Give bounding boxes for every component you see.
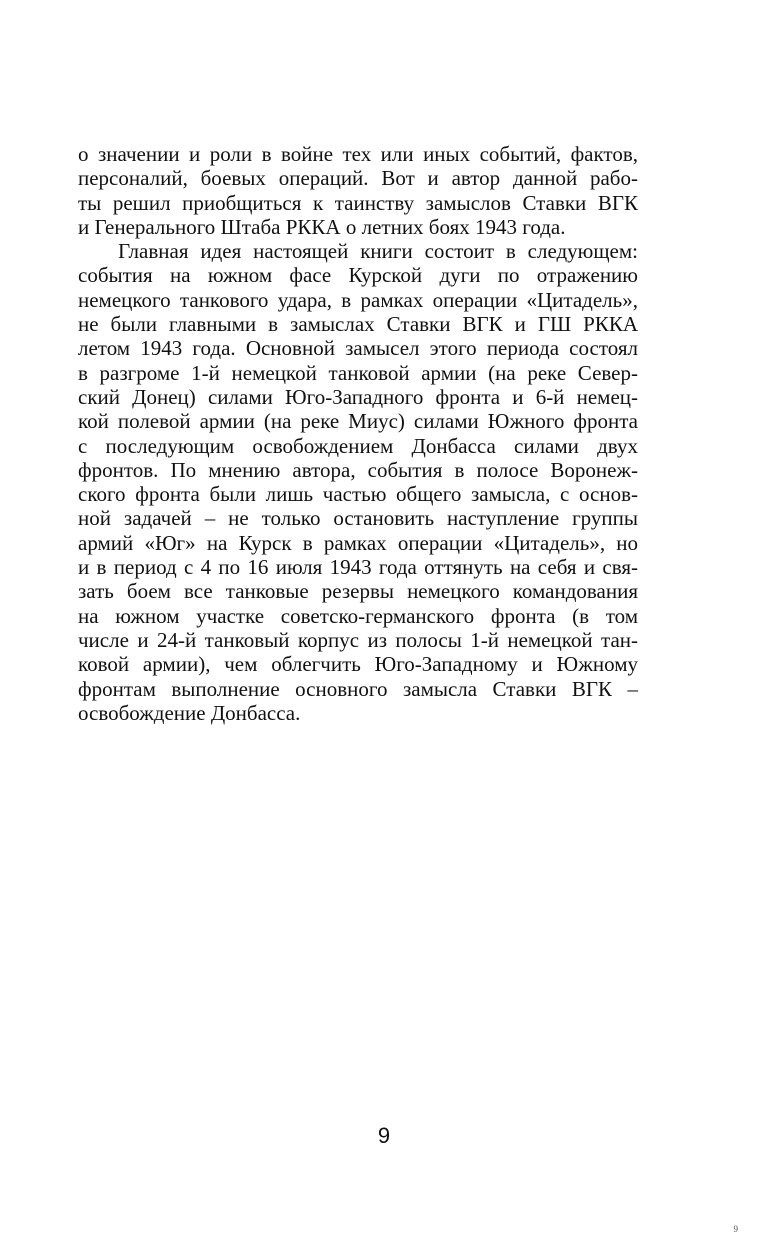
text-line: ковой армии), чем облегчить Юго-Западному и Южному (78, 652, 638, 677)
text-line: ского фронта были лишь частью общего замысла, с основ- (78, 482, 638, 507)
text-line: фронтов. По мнению автора, события в полосе Воронеж- (78, 457, 638, 482)
text-line: не были главными в замыслах Ставки ВГК и ГШ РККА (78, 312, 638, 337)
page-number: 9 (377, 1123, 391, 1148)
text-line: ский Донец) силами Юго-Западного фронта и 6-й немец- (78, 384, 638, 409)
text-line: фронтам выполнение основного замысла Ставки ВГК – (78, 676, 638, 701)
text-line: армий «Юг» на Курск в рамках операции «Цитадель», но (78, 530, 638, 555)
text-line: кой полевой армии (на реке Миус) силами Южного фронта (78, 409, 638, 434)
text-line: ной задачей – не только остановить наступление группы (78, 506, 638, 531)
text-line: Главная идея настоящей книги состоит в следующем: (118, 239, 638, 264)
text-line: числе и 24-й танковый корпус из полосы 1-й немецкой тан- (78, 627, 638, 652)
text-line: события на южном фасе Курской дуги по отражению (78, 263, 638, 288)
text-line: с последующим освобождением Донбасса силами двух (78, 433, 638, 458)
text-line: и в период с 4 по 16 июля 1943 года оттянуть на себя и свя- (78, 555, 638, 580)
text-line: персоналий, боевых операций. Вот и автор данной рабо- (78, 166, 638, 191)
text-line: освобождение Донбасса. (78, 700, 301, 725)
body-text (78, 142, 638, 725)
paragraph-1 (78, 142, 638, 239)
text-line: в разгроме 1-й немецкой танковой армии (на реке Север- (78, 360, 638, 385)
text-line: и Генерального Штаба РККА о летних боях 1943 года. (78, 214, 566, 239)
text-line: о значении и роли в войне тех или иных событий, фактов, (78, 142, 638, 166)
corner-page-marker: 9 (733, 1224, 738, 1234)
text-line: ты решил приобщиться к таинству замыслов Ставки ВГК (78, 190, 638, 215)
text-line: зать боем все танковые резервы немецкого командования (78, 579, 638, 604)
paragraph-2 (78, 239, 638, 725)
text-line: на южном участке советско-германского фронта (в том (78, 603, 638, 628)
text-line: немецкого танкового удара, в рамках операции «Цитадель», (78, 287, 638, 312)
text-line: летом 1943 года. Основной замысел этого периода состоял (78, 336, 638, 361)
